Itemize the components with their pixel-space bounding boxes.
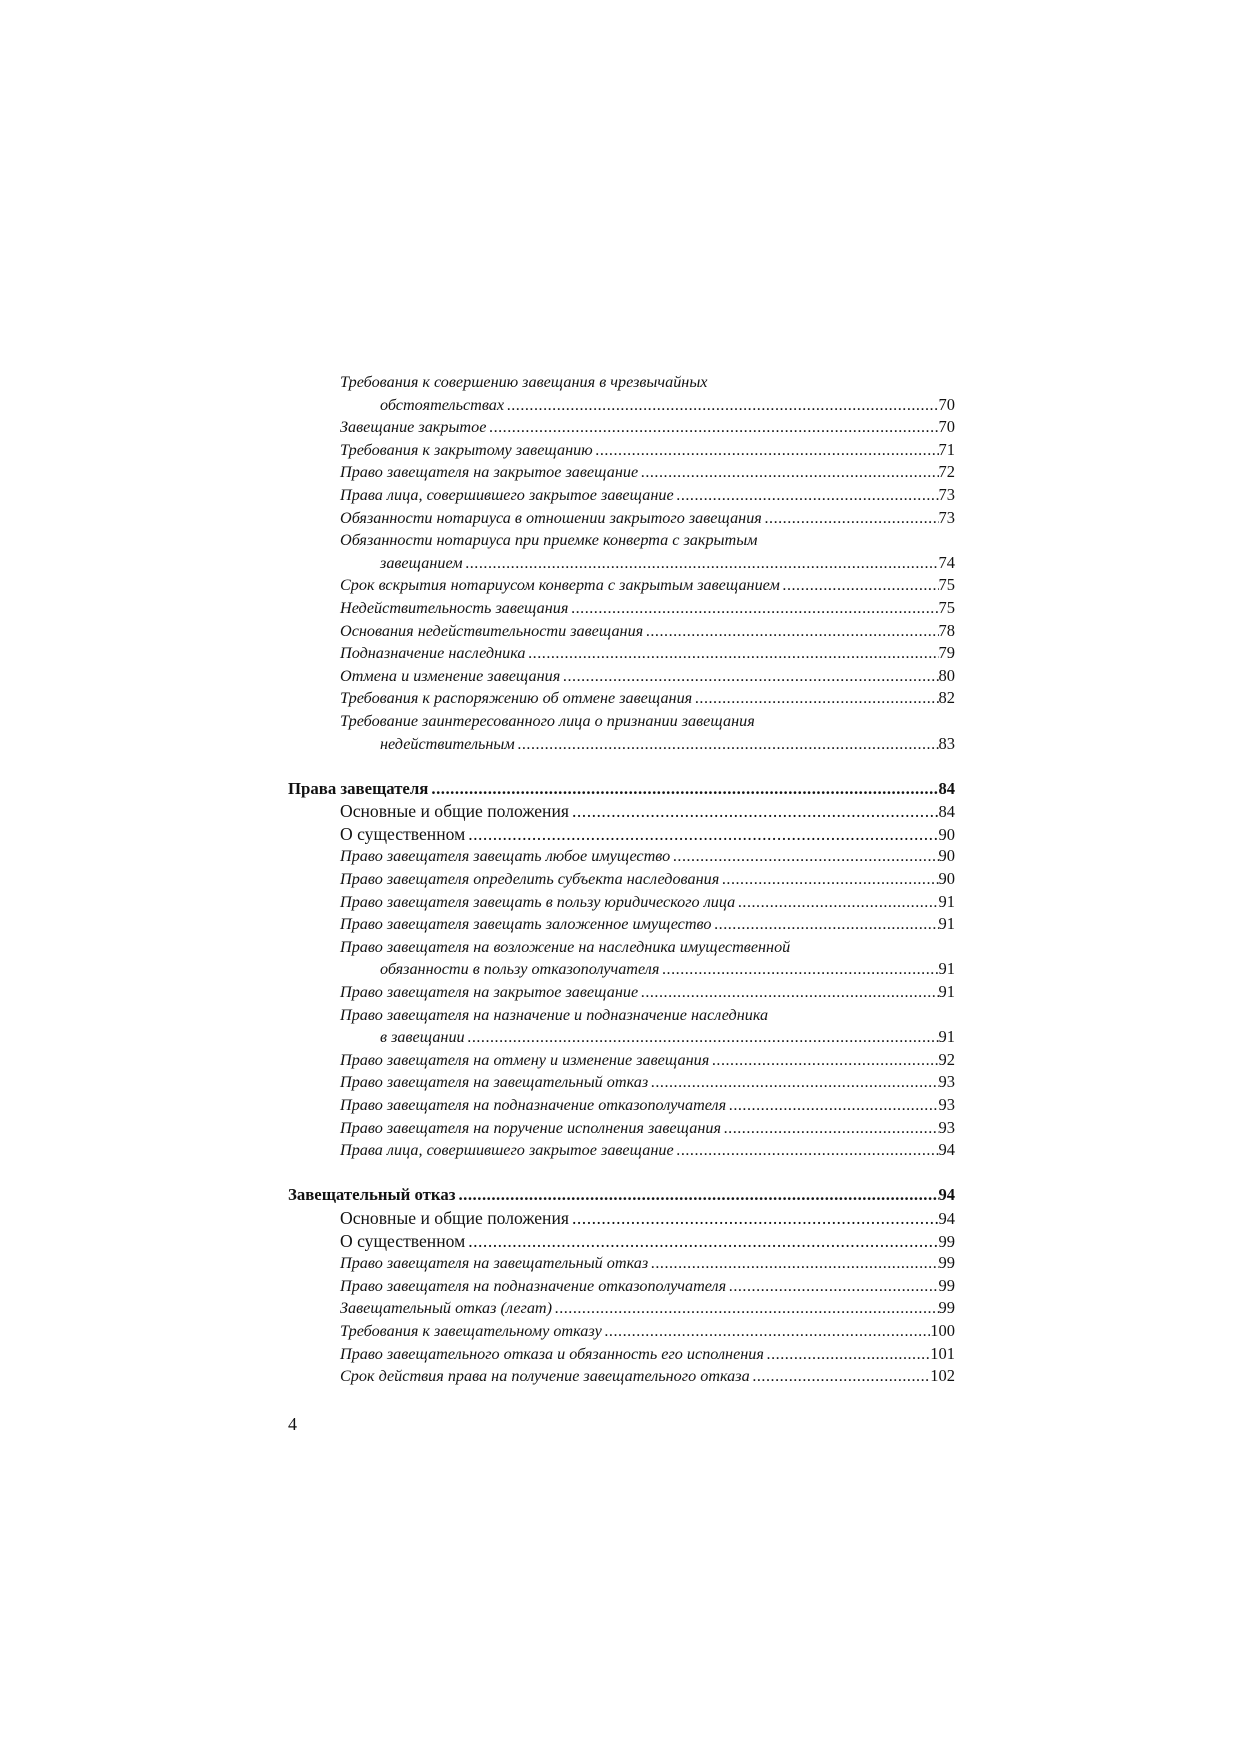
toc-page-number: 94 xyxy=(938,1140,955,1160)
toc-leader-dots xyxy=(648,1252,938,1275)
toc-entry-label: Права лица, совершившего закрытое завещание xyxy=(340,1141,674,1160)
toc-page-number: 91 xyxy=(938,914,955,934)
toc-leader-dots xyxy=(638,981,938,1004)
toc-entry[interactable] xyxy=(288,1365,955,1388)
toc-entry[interactable] xyxy=(288,800,955,823)
toc-entry[interactable] xyxy=(288,845,955,868)
toc-section-heading[interactable] xyxy=(288,778,955,801)
toc-section-heading[interactable] xyxy=(288,1184,955,1207)
toc-leader-dots xyxy=(552,1297,938,1320)
toc-entry-label: Отмена и изменение завещания xyxy=(340,666,561,685)
toc-leader-dots xyxy=(709,1049,938,1072)
toc-leader-dots xyxy=(428,778,938,801)
toc-page-number: 90 xyxy=(938,846,955,866)
toc-leader-dots xyxy=(674,1139,939,1162)
toc-section-title: Права завещателя xyxy=(288,778,429,798)
toc-entry-label: Обязанности нотариуса при приемке конверта с закрытым xyxy=(340,531,758,550)
toc-entry-label: Срок вскрытия нотариусом конверта с закрытым завещанием xyxy=(340,576,780,595)
toc-entry-label: Право завещателя на подназначение отказополучателя xyxy=(340,1276,727,1295)
toc-leader-dots xyxy=(463,552,939,575)
toc-leader-dots xyxy=(504,394,938,417)
toc-page-number: 80 xyxy=(938,665,955,685)
toc-entry-label: Права лица, совершившего закрытое завещание xyxy=(340,485,674,504)
toc-leader-dots xyxy=(465,823,938,846)
toc-entry[interactable] xyxy=(288,439,955,462)
toc-group-3-general xyxy=(288,1207,955,1252)
toc-entry[interactable] xyxy=(288,416,955,439)
toc-leader-dots xyxy=(568,597,938,620)
toc-entry[interactable] xyxy=(288,1117,955,1140)
toc-leader-dots xyxy=(648,1071,938,1094)
toc-entry[interactable] xyxy=(288,1139,955,1162)
toc-leader-dots xyxy=(726,1094,938,1117)
toc-page-number: 82 xyxy=(938,688,955,708)
toc-page-number: 99 xyxy=(938,1253,955,1273)
toc-page-number: 91 xyxy=(938,891,955,911)
toc-entry-label: в завещании xyxy=(380,1028,465,1047)
toc-leader-dots xyxy=(762,507,939,530)
toc-entry[interactable] xyxy=(288,1230,955,1253)
toc-entry-label: Требования к закрытому завещанию xyxy=(340,440,593,459)
toc-page-number: 90 xyxy=(938,869,955,889)
toc-group-3 xyxy=(288,1252,955,1388)
toc-entry-label: Право завещателя завещать в пользу юридического лица xyxy=(340,892,736,911)
toc-entry-label: Требования к совершению завещания в чрезвычайных xyxy=(340,373,708,391)
toc-entry-label: обстоятельствах xyxy=(380,395,505,414)
toc-leader-dots xyxy=(670,845,938,868)
section-gap xyxy=(288,1162,955,1185)
table-of-contents xyxy=(288,371,955,1388)
toc-page-number: 94 xyxy=(938,1208,955,1228)
toc-leader-dots xyxy=(455,1184,938,1207)
toc-entry-label: Право завещателя завещать любое имущество xyxy=(340,847,671,866)
toc-leader-dots xyxy=(486,416,938,439)
toc-page-number: 90 xyxy=(938,824,955,844)
toc-entry-label: обязанности в пользу отказополучателя xyxy=(380,960,660,979)
toc-page-number: 73 xyxy=(938,484,955,504)
toc-entry[interactable] xyxy=(288,1297,955,1320)
toc-leader-dots xyxy=(560,665,938,688)
toc-group-2 xyxy=(288,845,955,1161)
toc-leader-dots xyxy=(659,958,938,981)
toc-entry[interactable] xyxy=(288,620,955,643)
toc-page-number: 94 xyxy=(938,1185,955,1205)
section-gap xyxy=(288,755,955,778)
toc-leader-dots xyxy=(593,439,939,462)
toc-entry-label: Завещание закрытое xyxy=(340,418,487,437)
toc-entry-label: Срок действия права на получение завещательного отказа xyxy=(340,1367,750,1386)
toc-page-number: 84 xyxy=(938,778,955,798)
toc-entry-label: Право завещателя на завещательный отказ xyxy=(340,1073,649,1092)
toc-page-number: 75 xyxy=(938,575,955,595)
toc-entry[interactable] xyxy=(288,1275,955,1298)
toc-entry-label: Право завещательного отказа и обязанность его исполнения xyxy=(340,1344,764,1363)
toc-entry-label: Право завещателя на закрытое завещание xyxy=(340,983,639,1002)
toc-page-number: 74 xyxy=(938,552,955,572)
toc-page-number: 84 xyxy=(938,802,955,822)
toc-page-number: 70 xyxy=(938,394,955,414)
toc-page-number: 91 xyxy=(938,959,955,979)
toc-leader-dots xyxy=(674,484,939,507)
toc-page-number: 83 xyxy=(938,733,955,753)
toc-entry-label: Требования к распоряжению об отмене завещания xyxy=(340,689,693,708)
toc-leader-dots xyxy=(780,574,939,597)
toc-entry[interactable] xyxy=(288,597,955,620)
toc-leader-dots xyxy=(465,1230,938,1253)
toc-page-number: 93 xyxy=(938,1117,955,1137)
toc-page-number: 100 xyxy=(930,1320,955,1340)
toc-page-number: 75 xyxy=(938,597,955,617)
toc-page-number: 70 xyxy=(938,417,955,437)
toc-leader-dots xyxy=(569,1207,939,1230)
toc-entry[interactable] xyxy=(288,665,955,688)
toc-leader-dots xyxy=(711,913,938,936)
toc-leader-dots xyxy=(465,1026,939,1049)
toc-entry[interactable] xyxy=(288,1252,955,1275)
toc-entry-label: О существенном xyxy=(340,823,466,844)
toc-entry-label: Требование заинтересованного лица о признании завещания xyxy=(340,711,755,730)
toc-entry-label: Право завещателя завещать заложенное имущество xyxy=(340,915,712,934)
toc-entry[interactable] xyxy=(288,823,955,846)
toc-entry-label: Недействительность завещания xyxy=(340,598,569,617)
toc-page-number: 99 xyxy=(938,1298,955,1318)
toc-entry-label: Требования к завещательному отказу xyxy=(340,1321,602,1340)
toc-entry-label: недействительным xyxy=(380,734,515,753)
toc-entry[interactable] xyxy=(288,1094,955,1117)
toc-entry[interactable] xyxy=(288,461,955,484)
toc-entry-label: Право завещателя определить субъекта наследования xyxy=(340,870,720,889)
toc-entry-label: Право завещателя на подназначение отказополучателя xyxy=(340,1096,727,1114)
toc-entry[interactable] xyxy=(288,1320,955,1343)
toc-entry[interactable] xyxy=(288,936,955,981)
toc-leader-dots xyxy=(735,891,938,914)
toc-entry[interactable] xyxy=(288,868,955,891)
toc-entry[interactable] xyxy=(288,1343,955,1366)
toc-entry[interactable] xyxy=(288,642,955,665)
toc-entry[interactable] xyxy=(288,1207,955,1230)
toc-entry-label: Право завещателя на закрытое завещание xyxy=(340,463,639,482)
toc-page-number: 91 xyxy=(938,982,955,1002)
toc-entry-label: Право завещателя на поручение исполнения завещания xyxy=(340,1118,721,1137)
toc-leader-dots xyxy=(764,1343,930,1366)
toc-entry[interactable] xyxy=(288,371,955,416)
toc-page-number: 102 xyxy=(930,1366,955,1386)
toc-leader-dots xyxy=(638,461,938,484)
toc-leader-dots xyxy=(643,620,938,643)
toc-section-title: Завещательный отказ xyxy=(288,1185,456,1205)
toc-page-number: 93 xyxy=(938,1095,955,1114)
toc-entry-label: Право завещателя на отмену и изменение завещания xyxy=(340,1050,710,1069)
toc-entry-label: Право завещателя на возложение на наследника имущественной xyxy=(340,937,791,956)
toc-entry[interactable] xyxy=(288,574,955,597)
toc-entry-label: Подназначение наследника xyxy=(340,644,526,663)
toc-entry-label: Право завещателя на назначение и подназначение наследника xyxy=(340,1005,769,1024)
toc-entry[interactable] xyxy=(288,891,955,914)
toc-leader-dots xyxy=(602,1320,931,1343)
toc-entry-label: Право завещателя на завещательный отказ xyxy=(340,1254,649,1273)
toc-page-number: 99 xyxy=(938,1275,955,1295)
toc-leader-dots xyxy=(515,733,939,756)
toc-leader-dots xyxy=(726,1275,938,1298)
toc-entry[interactable] xyxy=(288,1049,955,1072)
toc-entry[interactable] xyxy=(288,529,955,574)
toc-leader-dots xyxy=(750,1365,931,1388)
toc-entry-label: О существенном xyxy=(340,1230,466,1251)
toc-leader-dots xyxy=(526,642,939,665)
toc-page-number: 79 xyxy=(938,643,955,663)
toc-leader-dots xyxy=(719,868,938,891)
toc-entry[interactable] xyxy=(288,1071,955,1094)
toc-entry-label: завещанием xyxy=(380,553,463,572)
toc-entry-label: Основания недействительности завещания xyxy=(340,621,644,640)
toc-entry[interactable] xyxy=(288,484,955,507)
toc-entry[interactable] xyxy=(288,710,955,755)
toc-entry-label: Завещательный отказ (легат) xyxy=(340,1299,553,1318)
toc-group-2-general xyxy=(288,800,955,845)
toc-page-number: 91 xyxy=(938,1027,955,1047)
toc-entry[interactable] xyxy=(288,913,955,936)
toc-page-number: 92 xyxy=(938,1049,955,1069)
toc-leader-dots xyxy=(721,1117,939,1140)
toc-leader-dots xyxy=(692,687,938,710)
toc-page-number: 93 xyxy=(938,1072,955,1092)
toc-entry[interactable] xyxy=(288,687,955,710)
toc-page-number: 73 xyxy=(938,507,955,527)
toc-group-1 xyxy=(288,371,955,755)
toc-entry-label: Основные и общие положения xyxy=(340,801,569,822)
toc-entry[interactable] xyxy=(288,1004,955,1049)
toc-page-number: 78 xyxy=(938,620,955,640)
toc-entry[interactable] xyxy=(288,981,955,1004)
toc-leader-dots xyxy=(569,800,939,823)
toc-page-number: 72 xyxy=(938,462,955,482)
toc-page-number: 71 xyxy=(938,439,955,459)
toc-entry-label: Основные и общие положения xyxy=(340,1207,569,1228)
toc-page-number: 101 xyxy=(930,1343,955,1363)
page-number: 4 xyxy=(288,1414,297,1434)
toc-entry[interactable] xyxy=(288,507,955,530)
toc-entry-label: Обязанности нотариуса в отношении закрытого завещания xyxy=(340,508,762,527)
toc-page-number: 99 xyxy=(938,1231,955,1251)
